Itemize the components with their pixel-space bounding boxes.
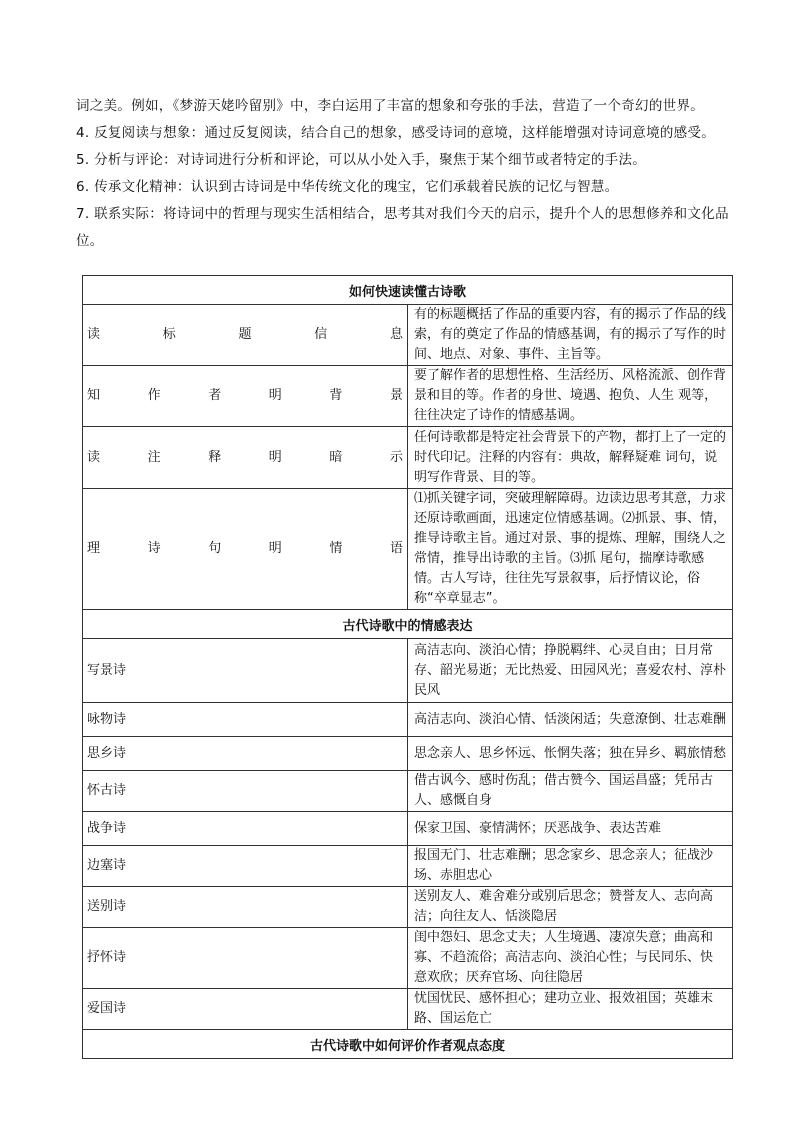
table-row (83, 887, 733, 928)
table-row (83, 771, 733, 812)
table-row (83, 737, 733, 771)
table-row (83, 639, 733, 703)
table-row (83, 846, 733, 887)
row-text: 思念亲人、思乡怀远、怅惘失落；独在异乡、羁旅情愁 (408, 737, 733, 771)
table-row (83, 703, 733, 737)
row-text: 借古讽今、感时伤乱；借古赞今、国运昌盛；凭吊古人、感慨自身 (408, 771, 733, 812)
row-text: 送别友人、难舍难分或别后思念；赞誉友人、志向高洁；向往友人、恬淡隐居 (408, 887, 733, 928)
section-title-attitude: 古代诗歌中如何评价作者观点态度 (83, 1030, 733, 1059)
row-text: 有的标题概括了作品的重要内容，有的揭示了作品的线索，有的奠定了作品的情感基调，有的揭示了写作的时间、地点、对象、事件、主旨等。 (408, 305, 733, 366)
row-text: 忧国忧民、感怀担心；建功立业、报效祖国；英雄末路、国运危亡 (408, 989, 733, 1030)
row-text: 闺中怨妇、思念丈夫；人生境遇、凄凉失意；曲高和寡、不趋流俗；高洁志向、淡泊心性；与民同乐、快 意欢欣；厌弃官场、向往隐居 (408, 928, 733, 989)
row-label: 战争诗 (83, 812, 408, 846)
row-label: 理诗句明情语 (83, 489, 408, 610)
row-label: 送别诗 (83, 887, 408, 928)
row-label: 怀古诗 (83, 771, 408, 812)
row-label: 知作者明背景 (83, 366, 408, 427)
tip-7: 7. 联系实际：将诗词中的哲理与现实生活相结合，思考其对我们今天的启示，提升个人的思想修养和文化品位。 (76, 206, 729, 249)
row-label: 爱国诗 (83, 989, 408, 1030)
row-text: 高洁志向、淡泊心情、恬淡闲适；失意潦倒、壮志难酬 (408, 703, 733, 737)
tip-4: 4. 反复阅读与想象：通过反复阅读，结合自己的想象，感受诗词的意境，这样能增强对诗词意境的感受。 (76, 125, 716, 141)
table-row (83, 928, 733, 989)
table-row (83, 427, 733, 489)
row-text: 高洁志向、淡泊心情；挣脱羁绊、心灵自由；日月常存、韶光易逝；无比热爱、田园风光；喜爱农村、淳朴民风 (408, 639, 733, 703)
row-text: 报国无门、壮志难酬；思念家乡、思念亲人；征战沙场、赤胆忠心 (408, 846, 733, 887)
row-text: 要了解作者的思想性格、生活经历、风格流派、创作背景和目的等。作者的身世、境遇、抱负、人生 观等，往往决定了诗作的情感基调。 (408, 366, 733, 427)
section-title-emotion: 古代诗歌中的情感表达 (83, 610, 733, 639)
table-row (83, 366, 733, 427)
section-title-reading: 如何快速读懂古诗歌 (83, 276, 733, 305)
poetry-reading-table (82, 275, 733, 1059)
table-row (83, 989, 733, 1030)
row-label: 读标题信息 (83, 305, 408, 366)
row-text: 任何诗歌都是特定社会背景下的产物，都打上了一定的时代印记。注释的内容有：典故，解释疑难 词句，说明写作背景、目的等。 (408, 427, 733, 489)
tip-6: 6. 传承文化精神：认识到古诗词是中华传统文化的瑰宝，它们承载着民族的记忆与智慧。 (76, 179, 619, 195)
row-label: 思乡诗 (83, 737, 408, 771)
row-text: ⑴抓关键字词，突破理解障碍。边读边思考其意，力求还原诗歌画面，迅速定位情感基调。⑵抓景、事、情，推导诗歌主旨。通过对景、事的提炼、理解，围绕人之常情，推导出诗歌的主旨。⑶抓 尾句，揣摩诗歌感情。古人写诗，往往先写景叙事，后抒情议论，俗称“卒章显志”。 (408, 489, 733, 610)
row-label: 写景诗 (83, 639, 408, 703)
table-row (83, 305, 733, 366)
table-row (83, 812, 733, 846)
row-label: 咏物诗 (83, 703, 408, 737)
intro-line-continuation: 词之美。例如，《梦游天姥吟留别》中，李白运用了丰富的想象和夸张的手法，营造了一个奇幻的世界。 (76, 98, 705, 114)
row-text: 保家卫国、豪情满怀；厌恶战争、表达苦难 (408, 812, 733, 846)
row-label: 抒怀诗 (83, 928, 408, 989)
tip-5: 5. 分析与评论：对诗词进行分析和评论，可以从小处入手，聚焦于某个细节或者特定的手法。 (76, 152, 647, 168)
row-label: 读注释明暗示 (83, 427, 408, 489)
table-row (83, 489, 733, 610)
row-label: 边塞诗 (83, 846, 408, 887)
